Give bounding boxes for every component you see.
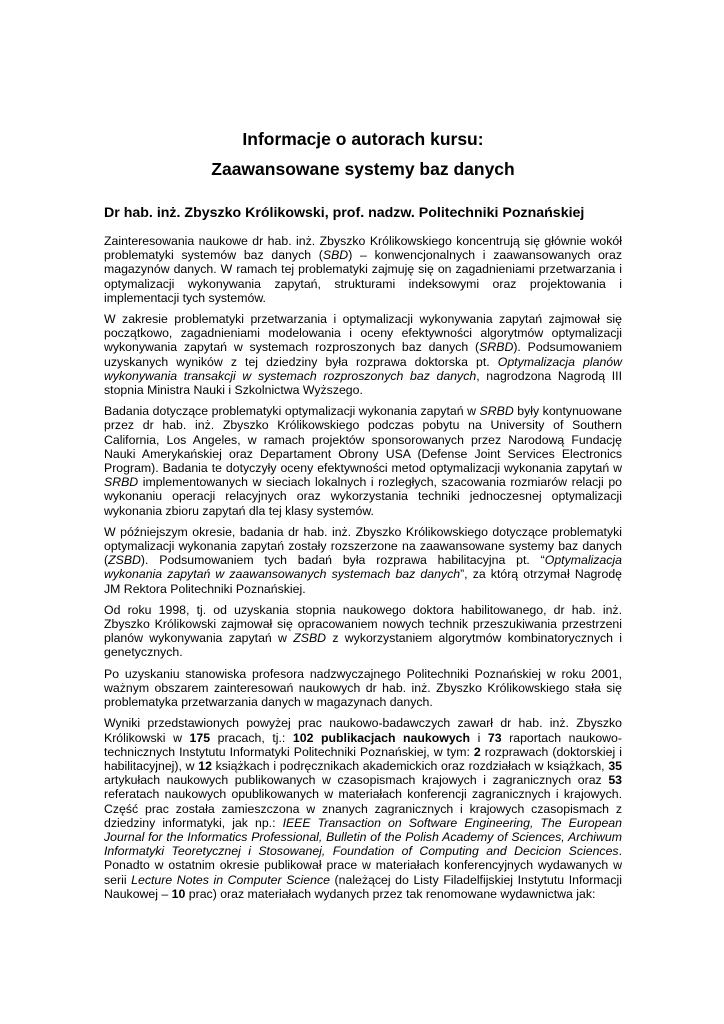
author-heading: Dr hab. inż. Zbyszko Królikowski, prof. nadzw. Politechniki Poznańskiej (104, 205, 585, 221)
text-run: SBD (322, 248, 349, 263)
text-run: Zainteresowania naukowe dr hab. inż. Zbyszko Królikowskiego koncentrują się głównie wokół problematyki systemów baz danych ( (104, 234, 622, 263)
text-run: i (470, 730, 488, 745)
text-run: rozprawach (doktorskiej i habilitacyjnej), w (104, 744, 622, 773)
text-run: W zakresie problematyki przetwarzania i optymalizacji wykonywania zapytań zajmował się początkowo, zagadnieniami modelowania i oceny efektywności algorytmów optymalizacji wykonywania zapytań w systemach rozproszonych baz danych ( (104, 312, 622, 355)
title-line-1: Informacje o autorach kursu: (242, 129, 484, 149)
body-paragraph-4 (104, 525, 622, 596)
text-run: (należącej do Listy Filadelfijskiej Instytutu Informacji Naukowej – (104, 872, 622, 901)
text-run: Wyniki przedstawionych powyżej prac naukowo-badawczych zawarł dr hab. inż. Zbyszko Królikowski w (104, 716, 622, 745)
body-paragraph-3 (104, 404, 622, 518)
text-run: SRBD (479, 404, 514, 419)
text-run: z wykorzystaniem algorytmów kombinatorycznych i genetycznych. (104, 631, 622, 660)
text-run: SRBD (479, 340, 514, 355)
text-run: referatach naukowych opublikowanych w materiałach konferencji zagranicznych i krajowych. Część prac została zamieszczona w znanych zagranicznych i krajowych czasopismach z dziedziny informatyki, jak np.: (104, 787, 622, 830)
text-run: Po uzyskaniu stanowiska profesora nadzwyczajnego Politechniki Poznańskiej w roku 2001, ważnym obszarem zainteresowań naukowych dr hab. inż. Zbyszko Królikowskiego stała się problematyka przetwarzania danych w magazynach danych. (104, 666, 622, 710)
text-run: 73 (487, 730, 502, 745)
text-run: . Ponadto w ostatnim okresie publikował prace w materiałach konferencyjnych wydawanych w serii (104, 844, 622, 887)
body-paragraph-1 (104, 234, 622, 305)
document-page (104, 124, 622, 908)
text-run: artykułach naukowych publikowanych w czasopismach krajowych i zagranicznych oraz (104, 773, 609, 788)
body-paragraph-6 (104, 667, 622, 710)
body-paragraph-7 (104, 716, 622, 901)
text-run: były kontynuowane przez dr hab. inż. Zbyszko Królikowskiego podczas pobytu na University of Southern California, Los Angeles, w ramach projektów sponsorowanych przez Narodową Fundację Nauki Amerykańskiej oraz Departament Obrony USA (Defense Joint Services Electronics Program). Badania te dotyczyły oceny efektywności metod optymalizacji wykonania zapytań w (104, 404, 622, 476)
text-run: IEEE Transaction on Software Engineering, The European Journal for the Informatics Professional, Bulletin of the Polish Academy of Sciences, Archiwum Informatyki Teoretycznej i Stosowanej, Foundation of Computing and Decicion Sciences (104, 815, 622, 859)
text-run: ). Podsumowaniem uzyskanych wyników z tej dziedziny była rozprawa doktorska pt. (104, 340, 622, 369)
text-run: Lecture Notes in Computer Science (131, 872, 330, 887)
document-body (104, 234, 622, 901)
text-run: ”, za którą otrzymał Nagrodę JM Rektora Politechniki Poznańskiej. (104, 567, 622, 596)
body-paragraph-2 (104, 312, 622, 397)
text-run: 10 (171, 886, 186, 901)
text-run: 12 (198, 758, 212, 773)
text-run: , nagrodzona Nagrodą III stopnia Ministra Nauki i Szkolnictwa Wyższego. (104, 368, 622, 398)
text-run: ) – konwencjonalnych i zaawansowanych oraz magazynów danych. W ramach tej problematyki zajmuję się on zagadnieniami przetwarzania i optymalizacji wykonywania zapytań, strukturami indeksowymi oraz projektowania i implementacji tych systemów. (104, 248, 622, 305)
text-run: Optymalizacja planów wykonywania transakcji w systemach rozproszonych baz danych (104, 354, 622, 383)
text-run: W późniejszym okresie, badania dr hab. inż. Zbyszko Królikowskiego dotyczące problematyki optymalizacji wykonania zapytań zostały rozszerzone na zaawansowane systemy baz danych ( (104, 524, 622, 568)
text-run: Badania dotyczące problematyki optymalizacji wykonania zapytań w (104, 404, 480, 419)
text-run: raportach naukowo-technicznych Instytutu Informatyki Politechniki Poznańskiej, w tym: (104, 730, 622, 759)
text-run: 53 (608, 773, 622, 788)
text-run: książkach i podręcznikach akademickich oraz rozdziałach w książkach, (211, 758, 609, 773)
text-run: ). Podsumowaniem tych badań była rozprawa habilitacyjna pt. “ (140, 553, 545, 568)
text-run: Optymalizacja wykonania zapytań w zaawansowanych systemach baz danych (104, 553, 622, 582)
text-run: 2 (473, 744, 481, 759)
text-run: ZSBD (293, 631, 327, 646)
text-run: 102 publikacjach naukowych (292, 730, 471, 745)
text-run: SRBD (104, 475, 139, 490)
text-run: implementowanych w sieciach lokalnych i rozległych, szacowania rozmiarów relacji po wykonaniu operacji relacyjnych oraz wykorzystania techniki jednoczesnej optymalizacji wykonania zbioru zapytań dla tej klasy systemów. (104, 475, 622, 518)
text-run: Od roku 1998, tj. od uzyskania stopnia naukowego doktora habilitowanego, dr hab. inż. Zbyszko Królikowski zajmował się opracowaniem nowych technik przeszukiwania przestrzeni planów wykonywania zapytań w (104, 602, 622, 646)
body-paragraph-5 (104, 603, 622, 660)
text-run: prac) oraz materiałach wydanych przez tak renomowane wydawnictwa jak: (185, 886, 596, 901)
title-line-2: Zaawansowane systemy baz danych (211, 159, 515, 179)
text-run: 175 (189, 730, 211, 745)
document-title (104, 124, 622, 184)
text-run: 35 (608, 758, 622, 773)
text-run: pracach, tj.: (210, 730, 293, 745)
text-run: ZSBD (108, 553, 141, 568)
